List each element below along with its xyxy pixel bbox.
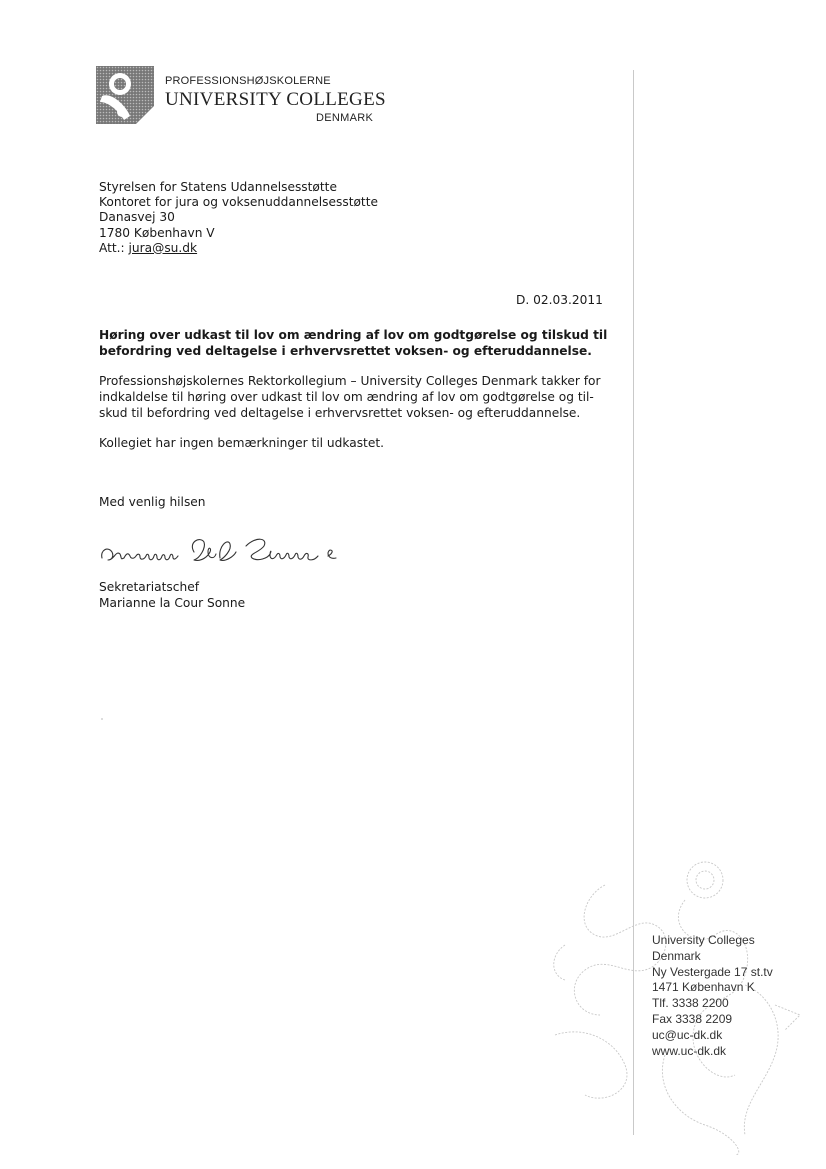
signatory-block [99, 580, 245, 611]
footer-line-2: Denmark [652, 948, 701, 963]
university-colleges-logo-icon [96, 66, 154, 124]
att-email-link[interactable]: jura@su.dk [128, 240, 198, 255]
footer-fax: Fax 3338 2209 [652, 1011, 733, 1026]
footer-line-1: University Colleges [652, 933, 755, 947]
logo-org-main-text: UNIVERSITY COLLEGES [165, 89, 386, 110]
recipient-att-line [99, 241, 378, 256]
footer-line-3: Ny Vestergade 17 st.tv [652, 964, 773, 979]
footer-phone: Tlf. 3338 2200 [652, 996, 729, 1011]
letter-subject [99, 327, 607, 359]
body-paragraph-2: Kollegiet har ingen bemærkninger til udkastet. [99, 436, 384, 450]
logo-org-top-text: PROFESSIONSHØJSKOLERNE [165, 75, 331, 87]
signatory-name: Marianne la Cour Sonne [99, 595, 246, 610]
recipient-line-4: 1780 København V [99, 225, 215, 240]
footer-contact-block [652, 933, 773, 1059]
body-paragraph-1 [99, 373, 601, 421]
recipient-line-1: Styrelsen for Statens Udannelsesstøtte [99, 180, 337, 194]
handwritten-signature [96, 528, 356, 572]
logo-org-sub-text: DENMARK [316, 112, 374, 124]
footer-line-4: 1471 København K [652, 980, 755, 995]
subject-line-2: befordring ved deltagelse i erhvervsrettet voksen- og efteruddannelse. [99, 344, 592, 358]
scan-speck [101, 718, 103, 720]
recipient-address [99, 180, 378, 256]
recipient-line-2: Kontoret for jura og voksenuddannelsesstøtte [99, 195, 378, 210]
subject-line-1: Høring over udkast til lov om ændring af lov om godtgørelse og tilskud til [99, 328, 608, 342]
closing-greeting: Med venlig hilsen [99, 495, 206, 509]
footer-email-link[interactable]: uc@uc-dk.dk [652, 1027, 723, 1042]
body-p1-line-1: Professionshøjskolernes Rektorkollegium – University Colleges Denmark takker for [99, 374, 601, 388]
signatory-title: Sekretariatschef [99, 580, 199, 594]
body-p1-line-3: skud til befordring ved deltagelse i erhvervsrettet voksen- og efteruddannelse. [99, 406, 581, 420]
att-label: Att.: [99, 240, 129, 255]
letter-date: D. 02.03.2011 [516, 293, 603, 307]
footer-website-link[interactable]: www.uc-dk.dk [652, 1043, 727, 1058]
body-p1-line-2: indkaldelse til høring over udkast til lov om ændring af lov om godtgørelse og til- [99, 390, 594, 404]
recipient-line-3: Danasvej 30 [99, 210, 175, 225]
